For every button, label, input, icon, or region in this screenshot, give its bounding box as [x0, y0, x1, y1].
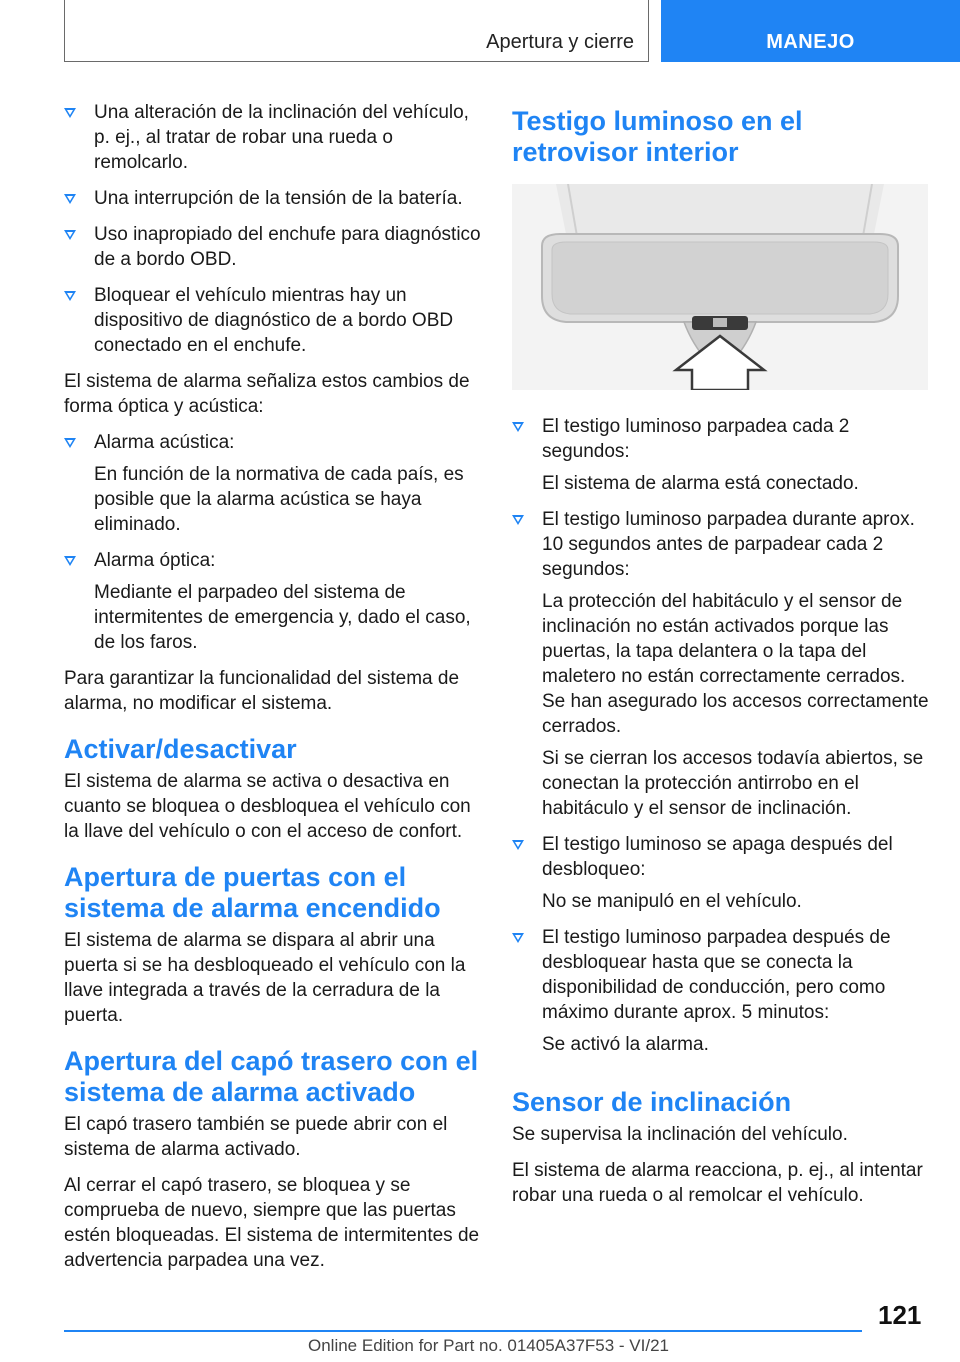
- triangle-bullet-icon: [64, 108, 76, 118]
- footer-divider: [64, 1330, 862, 1332]
- list-item-optic: Alarma óptica: Mediante el parpadeo del sistema de intermitentes de emergencia y, dado el caso, de los faros.: [64, 548, 484, 655]
- triangle-bullet-icon: [64, 438, 76, 448]
- header-left-frame: [64, 0, 649, 62]
- paragraph-trunk-1: El capó trasero también se puede abrir con el sistema de alarma activado.: [64, 1114, 448, 1160]
- left-column: [64, 100, 484, 1284]
- list-item: Uso inapropiado del enchufe para diagnóstico de a bordo OBD.: [64, 222, 484, 272]
- triangle-bullet-icon: [64, 291, 76, 301]
- triangle-bullet-icon: [512, 422, 524, 432]
- paragraph-signal: El sistema de alarma señaliza estos cambios de forma óptica y acústica:: [64, 371, 470, 417]
- triangle-bullet-icon: [512, 840, 524, 850]
- paragraph-guarantee: Para garantizar la funcionalidad del sistema de alarma, no modificar el sistema.: [64, 668, 460, 714]
- page-number: 121: [878, 1300, 922, 1330]
- heading-indicator: Testigo luminoso en el retrovisor interior: [512, 106, 803, 167]
- triangle-bullet-icon: [64, 556, 76, 566]
- header-chapter-tab: MANEJO: [661, 0, 960, 62]
- paragraph-doors: El sistema de alarma se dispara al abrir una puerta si se ha desbloqueado el vehículo con la llave integrada a través de la cerradura de la puerta.: [64, 930, 466, 1026]
- heading-tilt: Sensor de inclinación: [512, 1087, 792, 1117]
- list-item-acoustic: Alarma acústica: En función de la normativa de cada país, es posible que la alarma acústica se haya eliminado.: [64, 430, 484, 537]
- heading-activate: Activar/desactivar: [64, 734, 297, 764]
- right-column: [512, 100, 932, 1219]
- heading-doors: Apertura de puertas con el sistema de alarma encendido: [64, 862, 441, 923]
- list-item: Bloquear el vehículo mientras hay un dispositivo de diagnóstico de a bordo OBD conectado en el enchufe.: [64, 283, 484, 358]
- paragraph-tilt-2: El sistema de alarma reacciona, p. ej., al intentar robar una rueda o al remolcar el vehículo.: [512, 1160, 923, 1206]
- heading-trunk: Apertura del capó trasero con el sistema de alarma activado: [64, 1046, 479, 1107]
- triangle-bullet-icon: [512, 515, 524, 525]
- paragraph-activate: El sistema de alarma se activa o desactiva en cuanto se bloquea o desbloquea el vehículo con la llave del vehículo o con el acceso de confort.: [64, 771, 471, 842]
- footer-edition: Online Edition for Part no. 01405A37F53 - VI/21: [308, 1336, 670, 1355]
- list-item: El testigo luminoso se apaga después del desbloqueo: No se manipuló en el vehículo.: [512, 832, 932, 914]
- mirror-svg: [512, 184, 928, 390]
- list-item: El testigo luminoso parpadea durante aprox. 10 segundos antes de parpadear cada 2 segundos: La protección del habitáculo y el sensor de inclinación no están activados porque las puertas, la tapa delantera o la tapa del maletero no están correctamente cerrados. Se han asegurado los accesos correctamente cerrados. Si se cierran los accesos todavía abiertos, se conectan la protección antirrobo en el habitáculo y el sensor de inclinación.: [512, 507, 932, 821]
- list-item: Una alteración de la inclinación del vehículo, p. ej., al tratar de robar una rueda o remolcarlo.: [64, 100, 484, 175]
- rearview-mirror-illustration: [512, 184, 928, 390]
- triangle-bullet-icon: [512, 933, 524, 943]
- triangle-bullet-icon: [64, 194, 76, 204]
- list-item: El testigo luminoso parpadea cada 2 segundos: El sistema de alarma está conectado.: [512, 414, 932, 496]
- paragraph-trunk-2: Al cerrar el capó trasero, se bloquea y se comprueba de nuevo, siempre que las puertas estén bloqueadas. El sistema de intermitentes de advertencia parpadea una vez.: [64, 1175, 480, 1271]
- list-item: Una interrupción de la tensión de la batería.: [64, 186, 484, 211]
- triangle-bullet-icon: [64, 230, 76, 240]
- list-item: El testigo luminoso parpadea después de desbloquear hasta que se conecta la disponibilidad de conducción, pero como máximo durante aprox. 5 minutos: Se activó la alarma.: [512, 925, 932, 1057]
- paragraph-tilt-1: Se supervisa la inclinación del vehículo.: [512, 1124, 848, 1145]
- header-section-title: Apertura y cierre: [486, 31, 634, 53]
